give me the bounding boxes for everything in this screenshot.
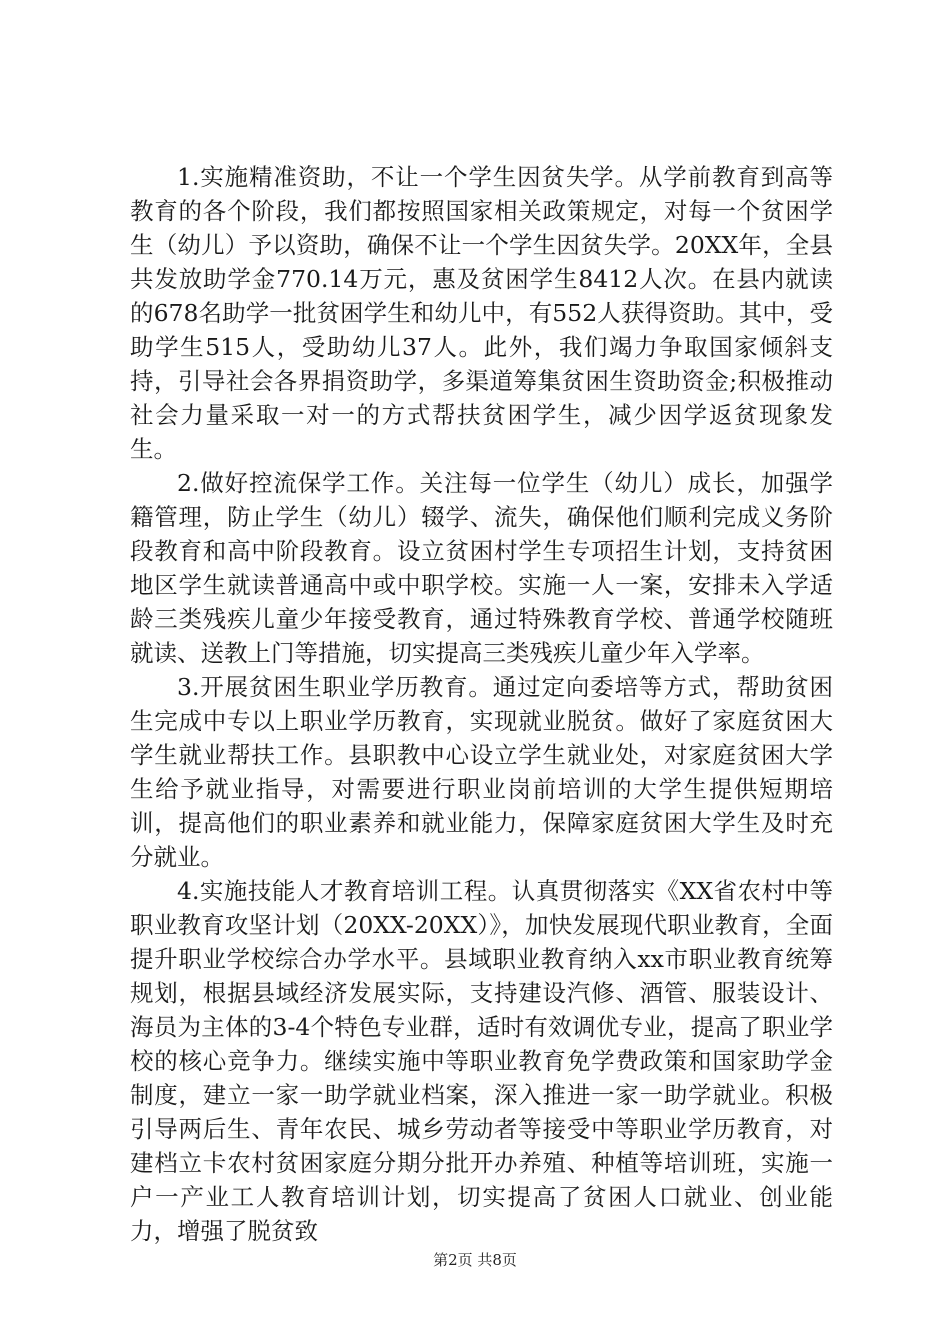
paragraph-2: 2.做好控流保学工作。关注每一位学生（幼儿）成长，加强学籍管理，防止学生（幼儿）辍学、流失，确保他们顺利完成义务阶段教育和高中阶段教育。设立贫困村学生专项招生计划，支持贫困地区学生就读普通高中或中职学校。实施一人一案，安排未入学适龄三类残疾儿童少年接受教育，通过特殊教育学校、普通学校随班就读、送教上门等措施，切实提高三类残疾儿童少年入学率。 [130,469,833,667]
paragraph-4: 4.实施技能人才教育培训工程。认真贯彻落实《XX省农村中等职业教育攻坚计划（20XX-20XX）》，加快发展现代职业教育，全面提升职业学校综合办学水平。县域职业教育纳入xx市职业教育统筹规划，根据县域经济发展实际，支持建设汽修、酒管、服装设计、海员为主体的3-4个特色专业群，适时有效调优专业，提高了职业学校的核心竞争力。继续实施中等职业教育免学费政策和国家助学金制度，建立一家一助学就业档案，深入推进一家一助学就业。积极引导两后生、青年农民、城乡劳动者等接受中等职业学历教育，对建档立卡农村贫困家庭分期分批开办养殖、种植等培训班，实施一户一产业工人教育培训计划，切实提高了贫困人口就业、创业能力，增强了脱贫致 [130,877,833,1245]
document-body [130,160,833,1248]
paragraph-3: 3.开展贫困生职业学历教育。通过定向委培等方式，帮助贫困生完成中专以上职业学历教育，实现就业脱贫。做好了家庭贫困大学生就业帮扶工作。县职教中心设立学生就业处，对家庭贫困大学生给予就业指导，对需要进行职业岗前培训的大学生提供短期培训，提高他们的职业素养和就业能力，保障家庭贫困大学生及时充分就业。 [130,673,833,871]
page-number-footer: 第2页 共8页 [433,1251,517,1269]
paragraph-1: 1.实施精准资助，不让一个学生因贫失学。从学前教育到高等教育的各个阶段，我们都按照国家相关政策规定，对每一个贫困学生（幼儿）予以资助，确保不让一个学生因贫失学。20XX年，全县共发放助学金770.14万元，惠及贫困学生8412人次。在县内就读的678名助学一批贫困学生和幼儿中，有552人获得资助。其中，受助学生515人，受助幼儿37人。此外，我们竭力争取国家倾斜支持，引导社会各界捐资助学，多渠道筹集贫困生资助资金;积极推动社会力量采取一对一的方式帮扶贫困学生，减少因学返贫现象发生。 [130,163,833,463]
